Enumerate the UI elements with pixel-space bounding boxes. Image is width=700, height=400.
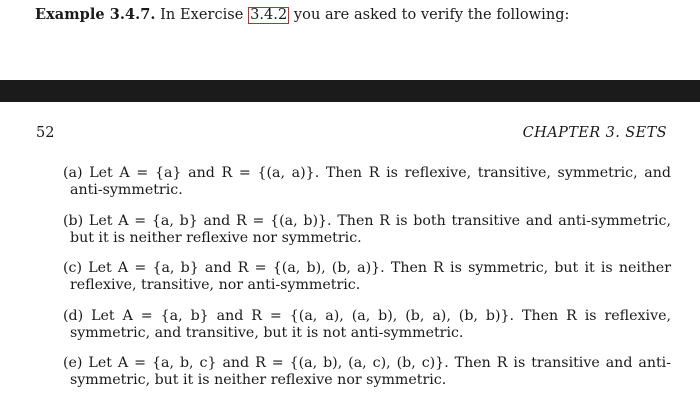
example-heading: Example 3.4.7. [35,6,156,23]
list-item-b: (b) Let A = {a, b} and R = {(a, b)}. Then R is both transitive and anti-symmetric, but it is neither reflexive nor symmetric. [63,212,671,246]
list-item-e: (e) Let A = {a, b, c} and R = {(a, b), (a, c), (b, c)}. Then R is transitive and anti-symmetric, but it is neither reflexive nor symmetric. [63,355,671,388]
exercise-reference-link[interactable]: 3.4.2 [250,7,288,23]
example-item-list [63,165,671,389]
example-text-before: In Exercise [160,7,244,23]
list-item-a: (a) Let A = {a} and R = {(a, a)}. Then R is reflexive, transitive, symmetric, and anti-symmetric. [63,165,671,198]
example-intro [35,6,570,24]
page-number: 52 [36,125,55,141]
running-header: CHAPTER 3. SETS [522,125,667,141]
example-text-after: you are asked to verify the following: [293,7,570,23]
list-item-d: (d) Let A = {a, b} and R = {(a, a), (a, b), (b, a), (b, b)}. Then R is reflexive, symmetric, and transitive, but it is not anti-symmetric. [63,307,671,341]
list-item-c: (c) Let A = {a, b} and R = {(a, b), (b, a)}. Then R is symmetric, but it is neither reflexive, transitive, nor anti-symmetric. [63,260,671,293]
page-break-band [0,80,700,102]
